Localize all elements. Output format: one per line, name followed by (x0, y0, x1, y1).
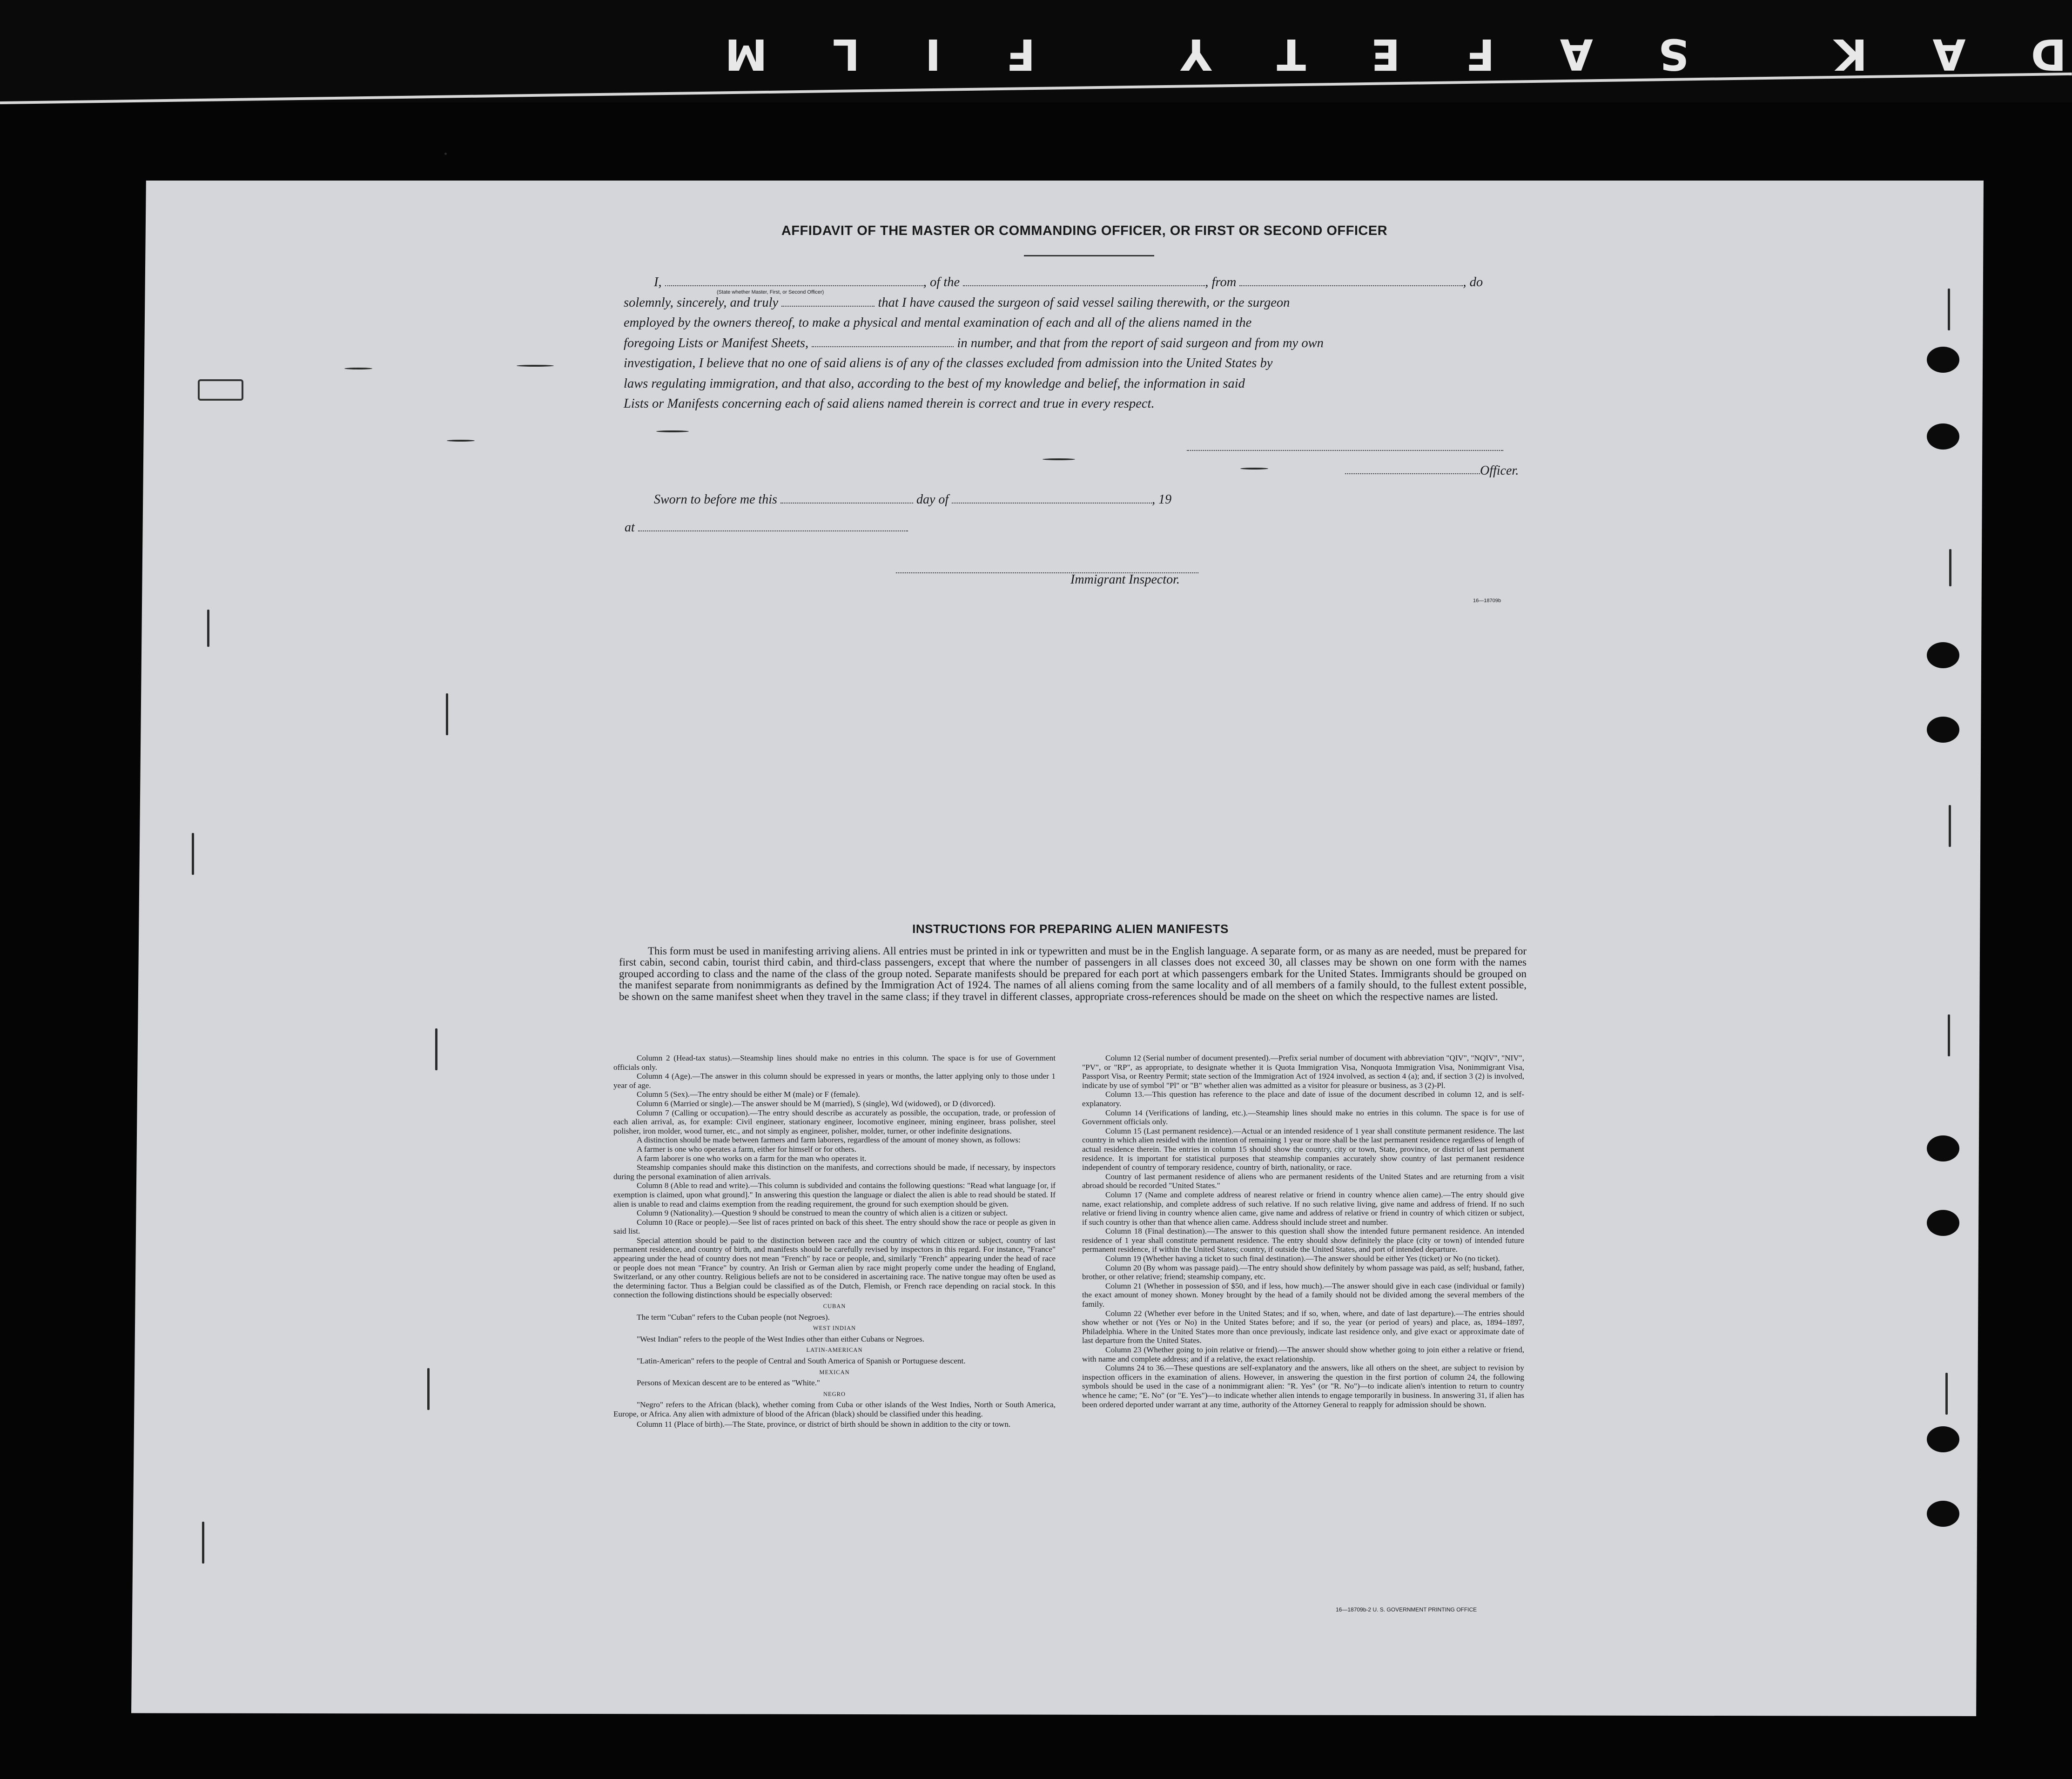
printing-office-mark: 16—18709b-2 U. S. GOVERNMENT PRINTING OFFICE (1336, 1606, 1477, 1613)
ink-speck (444, 153, 447, 155)
punch-hole (1927, 1426, 1959, 1452)
instruction-paragraph: Column 19 (Whether having a ticket to such final destination).—The answer should be either Yes (ticket) or No (no ticket). (1105, 1254, 1500, 1263)
instruction-paragraph: Column 8 (Able to read and write).—This column is subdivided and contains the following questions: "Read what language [or, if exemption is claimed, upon what ground]." In answering this question the language or dialect the alien is able to read should be stated. If alien is unable to read and claims exemption from the reading requirement, the ground for such exemption should be given. (613, 1181, 1056, 1208)
instruction-paragraph: Column 23 (Whether going to join relative or friend).—The answer should show whether going to join either a relative or friend, with name and complete address; and if a relative, the exact relationship. (1082, 1345, 1524, 1363)
instruction-paragraph: Column 10 (Race or people).—See list of races printed on back of this sheet. The entry should show the race or people as given in said list. (613, 1217, 1056, 1236)
instruction-paragraph: A farmer is one who operates a farm, either for himself or for others. (637, 1144, 857, 1154)
section-heading: CUBAN (823, 1303, 846, 1310)
ink-speck (1949, 549, 1951, 586)
title-rule (1024, 255, 1154, 256)
instruction-paragraph: Column 21 (Whether in possession of $50, and if less, how much).—The answer should give in each case (individual or family) the exact amount of money shown. Money brought by the head of a family should not be divided among the several members of the family. (1082, 1281, 1524, 1309)
count-blank[interactable] (812, 336, 954, 347)
vessel-blank[interactable] (963, 275, 1205, 286)
officer-label: Officer. (1480, 463, 1519, 478)
instruction-paragraph: Column 17 (Name and complete address of nearest relative or friend in country whence alien came).—The entry should give name, exact relationship, and complete address of such relative. If no such relative living, give name and address of friend. If no such relative or friend living in country whence alien came, give name and address of relative or friend in country of which citizen or subject, if such country is other than that whence alien came. Address should include street and number. (1082, 1190, 1524, 1227)
affidavit-text: I, (654, 275, 662, 289)
instruction-paragraph: A distinction should be made between farmers and farm laborers, regardless of the amount of money shown, as follows: (637, 1135, 1021, 1145)
instruction-paragraph: Column 14 (Verifications of landing, etc.).—Steamship lines should make no entries in this column. The space is for use of Government officials only. (1082, 1108, 1524, 1127)
affidavit-line-5: investigation, I believe that no one of said aliens is of any of the classes excluded from admission into the United States by (624, 356, 1273, 370)
port-blank[interactable] (1239, 275, 1463, 286)
film-edge-text: DAK SAFETY FILM (659, 29, 2066, 79)
ink-speck (344, 368, 372, 369)
instructions-left-column (613, 1054, 1056, 1429)
name-blank[interactable] (665, 275, 923, 286)
instruction-paragraph: Persons of Mexican descent are to be entered as "White." (637, 1378, 820, 1388)
affidavit-text: , of the (923, 275, 960, 289)
ink-speck (427, 1368, 430, 1410)
instructions-title: INSTRUCTIONS FOR PREPARING ALIEN MANIFESTS (912, 922, 1229, 936)
punch-hole (1927, 1501, 1959, 1527)
punch-hole (1927, 642, 1959, 668)
ink-speck (198, 379, 243, 401)
ink-speck (1043, 458, 1075, 460)
section-heading: MEXICAN (819, 1369, 850, 1376)
instruction-paragraph: "Latin-American" refers to the people of Central and South America of Spanish or Portuguese descent. (637, 1356, 966, 1365)
punch-hole (1927, 717, 1959, 743)
instructions-right-column (1082, 1054, 1524, 1409)
section-heading: WEST INDIAN (813, 1325, 856, 1332)
affidavit-line-3: employed by the owners thereof, to make a physical and mental examination of each and all of the aliens named in the (624, 316, 1252, 330)
affidavit-line-2 (624, 293, 1536, 313)
place-blank[interactable] (638, 520, 908, 531)
instruction-paragraph: Column 6 (Married or single).—The answer should be M (married), S (single), Wd (widowed), or D (divorced). (637, 1099, 996, 1108)
affidavit-text: in number, and that from the report of said surgeon and from my own (957, 336, 1324, 350)
instructions-intro: This form must be used in manifesting arriving aliens. All entries must be printed in ink or typewritten and must be in the English language. A separate form, or as many as are needed, must be prepared for first cabin, second cabin, tourist third cabin, and third-class passengers, except that where the number of passengers in all classes does not exceed 30, all classes may be shown on one form with the names grouped according to class and the name of the class of the group noted. Separate manifests should be prepared for each port at which passengers embark for the United States. Immigrants should be grouped on the manifest separate from nonimmigrants as defined by the Immigration Act of 1924. The names of all aliens coming from the same locality and of all members of a family should, to the fullest extent possible, be shown on the same manifest sheet when they travel in the same class; if they travel in different classes, appropriate cross-references should be made on the sheet on which the respective names are listed. (619, 945, 1527, 1002)
instruction-paragraph: Column 20 (By whom was passage paid).—The entry should show definitely by whom passage was paid, as self; husband, father, brother, or other relative; friend; steamship company, etc. (1082, 1263, 1524, 1282)
punch-hole (1927, 347, 1959, 373)
instruction-paragraph: Column 5 (Sex).—The entry should be either M (male) or F (female). (637, 1090, 860, 1099)
officer-signature-line[interactable] (1345, 472, 1480, 474)
affidavit-line-4 (624, 333, 1536, 354)
inspector-label: Immigrant Inspector. (1070, 572, 1180, 587)
instruction-paragraph: Column 18 (Final destination).—The answer to this question shall show the intended future permanent residence. An intended residence of 1 year shall constitute permanent residence. The entry should show definitely the place (city or town) of intended future permanent residence, if within the United States; country, if outside the United States, and port of intended departure. (1082, 1227, 1524, 1254)
affidavit-text: that I have caused the surgeon of said vessel sailing therewith, or the surgeon (878, 295, 1290, 310)
instruction-paragraph: Column 15 (Last permanent residence).—Actual or an intended residence of 1 year shall constitute permanent residence. The last country in which alien resided with the intention of remaining 1 year or more shall be the last permanent residence regardless of length of actual residence therein. The entries in column 15 should show the country, city or town, State, province, or district of last permanent residence. It is important for statistical purposes that steamship companies accurately show country of last permanent residence independent of country of temporary residence, country of birth, nationality, or race. (1082, 1126, 1524, 1172)
ink-speck (1949, 805, 1951, 847)
sworn-day-blank[interactable] (780, 492, 913, 503)
punch-hole (1927, 423, 1959, 450)
ink-speck (202, 1522, 204, 1564)
instruction-paragraph: A farm laborer is one who works on a farm for the man who operates it. (637, 1154, 867, 1163)
sworn-text: day of (916, 492, 949, 507)
ink-speck (446, 693, 448, 735)
ink-speck (656, 430, 689, 432)
section-heading: NEGRO (823, 1390, 846, 1397)
at-line (625, 520, 908, 535)
instruction-paragraph: Column 13.—This question has reference to the place and date of issue of the document described in column 12, and is self-explanatory. (1082, 1090, 1524, 1108)
sworn-text: , 19 (1152, 492, 1172, 507)
instruction-paragraph: Column 22 (Whether ever before in the United States; and if so, when, where, and date of last departure).—The entries should show whether or not (Yes or No) in the United States before; and if so, the year (or period of years) and place, as, 1894–1897, Philadelphia. Where in the United States more than once previously, indicate last residence only, and give exact or approximate date of last departure from the United States. (1082, 1309, 1524, 1345)
sworn-line (654, 492, 1171, 507)
instruction-paragraph: Column 2 (Head-tax status).—Steamship lines should make no entries in this column. The space is for use of Government officials only. (613, 1054, 1056, 1072)
form-number: 16—18709b (1473, 598, 1501, 604)
affidavit-text: solemnly, sincerely, and truly (624, 295, 779, 310)
ink-speck (1945, 1373, 1948, 1415)
instruction-paragraph: Column 11 (Place of birth).—The State, province, or district of birth should be shown in addition to the city or town. (637, 1419, 1011, 1429)
ink-speck (1948, 289, 1950, 330)
affidavit-title: AFFIDAVIT OF THE MASTER OR COMMANDING OFFICER, OR FIRST OR SECOND OFFICER (781, 223, 1388, 238)
sworn-month-blank[interactable] (952, 492, 1152, 503)
punch-hole (1927, 1210, 1959, 1236)
vessel-date-blank[interactable] (781, 295, 875, 307)
punch-hole (1927, 1135, 1959, 1161)
ink-speck (207, 610, 209, 647)
section-heading: LATIN-AMERICAN (806, 1347, 863, 1354)
affidavit-line-7: Lists or Manifests concerning each of said aliens named therein is correct and true in every respect. (624, 396, 1155, 411)
affidavit-text: , from (1205, 275, 1237, 289)
instruction-paragraph: Column 12 (Serial number of document presented).—Prefix serial number of document with abbreviation "QIV", "NQIV", "NIV", "PV", or "RP", as appropriate, to designate whether it is Quota Immigration Visa, Nonquota Immigration Visa, Nonimmigrant Visa, Passport Visa, or Reentry Permit; state section of the Immigration Act of 1924 involved, as section 4 (a); and, if section 3 (2) is involved, indicate by use of symbol "Pl" or "B" whether alien was admitted as a visitor for pleasure or business, as 3 (2)-Pl. (1082, 1054, 1524, 1090)
instruction-paragraph: The term "Cuban" refers to the Cuban people (not Negroes). (637, 1312, 830, 1322)
affidavit-line-6: laws regulating immigration, and that also, according to the best of my knowledge and belief, the information in said (624, 376, 1245, 391)
ink-speck (447, 440, 475, 442)
instruction-paragraph: Steamship companies should make this distinction on the manifests, and corrections should be made, if necessary, by inspectors during the personal examination of alien arrivals. (613, 1163, 1056, 1181)
ink-speck (435, 1028, 437, 1070)
affidavit-text: , do (1463, 275, 1483, 289)
instruction-paragraph: "Negro" refers to the African (black), whether coming from Cuba or other islands of the West Indies, North or South America, Europe, or Africa. Any alien with admixture of blood of the African (black) should be classified under this heading. (613, 1400, 1056, 1418)
signature-line[interactable] (1187, 449, 1503, 451)
instruction-paragraph: Column 9 (Nationality).—Question 9 should be construed to mean the country of which alien is a citizen or subject. (637, 1208, 1008, 1218)
ink-speck (517, 365, 554, 367)
ink-speck (192, 833, 194, 875)
ink-speck (1948, 1014, 1950, 1056)
sworn-text: Sworn to before me this (654, 492, 777, 507)
ink-speck (1240, 468, 1268, 470)
instruction-paragraph: "West Indian" refers to the people of the West Indies other than either Cubans or Negroes. (637, 1334, 925, 1343)
instruction-paragraph: Columns 24 to 36.—These questions are self-explanatory and the answers, like all others on the sheet, are subject to revision by inspection officers in the examination of aliens. However, in answering the question in the first portion of column 24, the following symbols should be used in the case of a nonimmigrant alien: "R. Yes" (or "R. No")—to indicate alien's intention to return to country whence he came; "E. No" (or "E. Yes")—to indicate whether alien intends to engage temporarily in business. In answering 31, if alien has been ordered deported under warrant at any time, authority of the Attorney General to reapply for admission should be shown. (1082, 1363, 1524, 1409)
instruction-paragraph: Country of last permanent residence of aliens who are permanent residents of the United States and are returning from a visit abroad should be recorded "United States." (1082, 1172, 1524, 1190)
instruction-paragraph: Column 7 (Calling or occupation).—The entry should describe as accurately as possible, the occupation, trade, or profession of each alien arrival, as, for example: Civil engineer, stationary engineer, locomotive engineer, mining engineer, brass polisher, steel polisher, iron molder, wood turner, etc., and not simply as engineer, polisher, molder, turner, or other indefinite designations. (613, 1108, 1056, 1135)
instruction-paragraph: Column 4 (Age).—The answer in this column should be expressed in years or months, the latter applying only to those under 1 year of age. (613, 1072, 1056, 1090)
affidavit-text: foregoing Lists or Manifest Sheets, (624, 336, 809, 350)
rank-note: (State whether Master, First, or Second Officer) (717, 289, 824, 295)
at-text: at (625, 520, 635, 535)
instruction-paragraph: Special attention should be paid to the distinction between race and the country of which citizen or subject, country of last permanent residence, and country of birth, and manifests should be carefully revised by inspectors in this regard. For instance, "France" appearing under the head of country does not mean "French" by race or people, and, similarly "French" appearing under the head of race or people does not mean "France" by country. An Irish or German alien by race might properly come under the heading of England, Switzerland, or any other country. Religious beliefs are not to be considered in ascertaining race. The native tongue may often be used as the determining factor. Thus a Belgian could be classified as of the Dutch, Flemish, or French race depending on racial stock. In this connection the following distinctions should be especially observed: (613, 1235, 1056, 1300)
